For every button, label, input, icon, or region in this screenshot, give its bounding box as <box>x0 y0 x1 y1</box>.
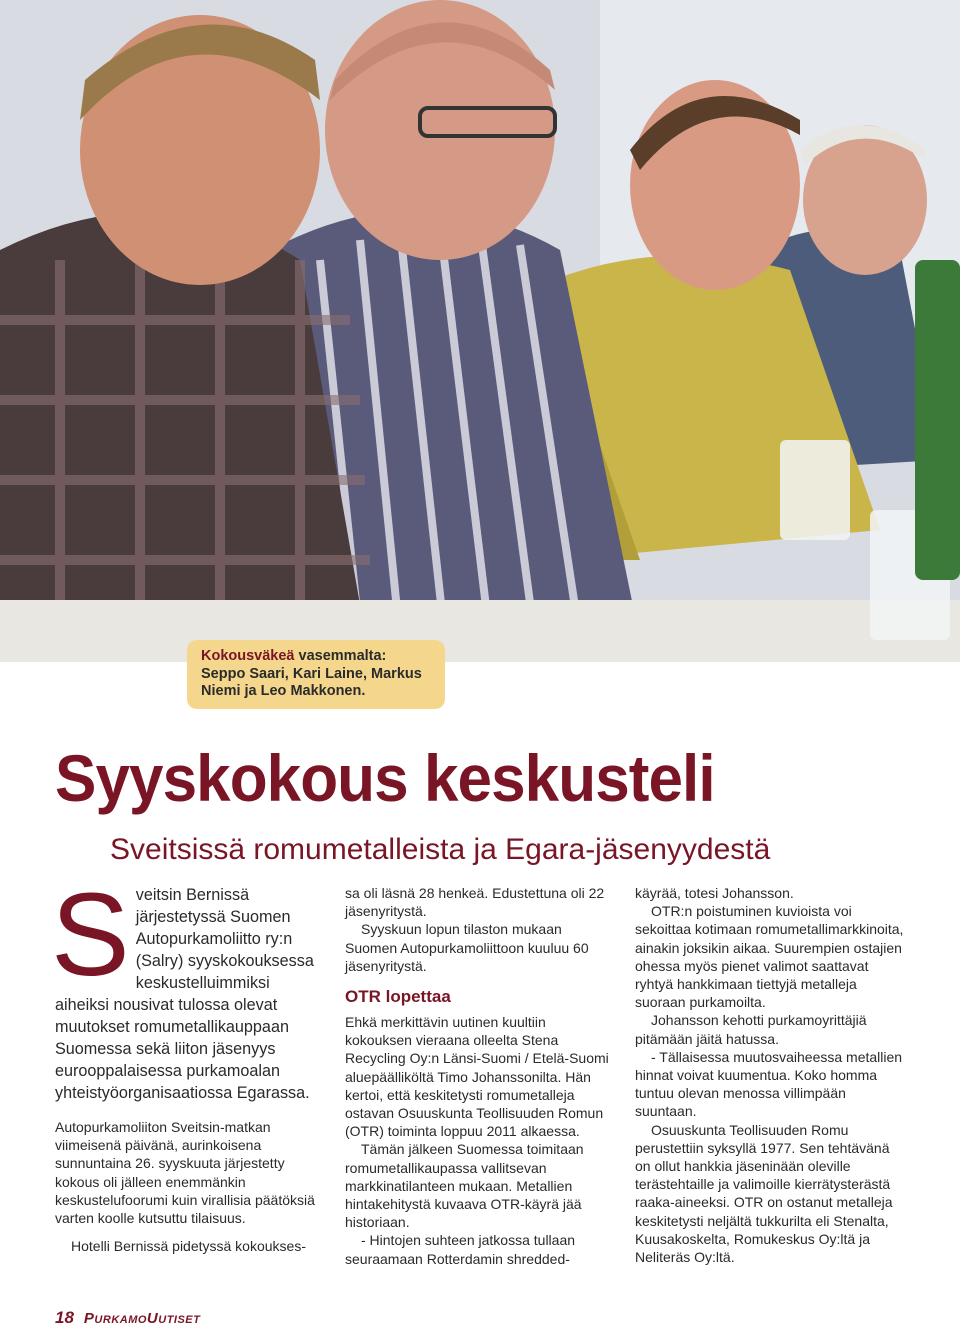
body-paragraph: Syyskuun lopun tilaston mukaan Suomen Autopurkamoliittoon kuuluu 60 jäsenyritystä. <box>345 921 589 974</box>
page-number: 18 <box>55 1308 74 1327</box>
body-paragraph: Tämän jälkeen Suomessa toimitaan romumetallikaupassa vallitsevan markkinatilanteen mukaan. Metallien hintakehitystä kuvaava OTR-käyrä jää historiaan. <box>345 1141 584 1231</box>
body-paragraph: käyrää, totesi Johansson. <box>635 885 794 901</box>
publication-name: PurkamoUutiset <box>83 1310 201 1327</box>
body-paragraph: Osuuskunta Teollisuuden Romu perustettiin syksyllä 1977. Sen tehtävänä on ollut hankkia jäseninään oleville terästehtaille ja valimoille kierrätysterästä raaka-aineeksi. OTR on ostanut metalleja keskitetysti neljältä tukkurilta eli Stenalta, Kuusakoskelta, Romukeskus Oy:ltä ja Neliteräs Oy:ltä. <box>635 1121 893 1266</box>
article-photo <box>0 0 960 662</box>
caption-text: vasemmalta: Seppo Saari, Kari Laine, Markus Niemi ja Leo Makkonen. <box>201 648 422 699</box>
section-heading: OTR lopettaa <box>345 987 451 1007</box>
body-paragraph: - Hintojen suhteen jatkossa tullaan seuraamaan Rotterdamin shredded- <box>345 1232 576 1267</box>
article-column-3 <box>635 884 905 1266</box>
caption-lead: Kokousväkeä <box>201 648 295 664</box>
body-paragraph: - Tällaisessa muutosvaiheessa metallien hinnat voivat kuumentua. Koko homma tuntuu olevan menossa villimpään suuntaan. <box>635 1048 903 1120</box>
lead-paragraph <box>51 869 325 1104</box>
article-title: Syyskokous keskusteli <box>55 741 715 815</box>
photo-illustration <box>0 0 960 662</box>
body-paragraph: Hotelli Bernissä pidetyssä kokoukses- <box>71 1238 306 1255</box>
article-column-1 <box>51 869 325 1255</box>
body-paragraph: Ehkä merkittävin uutinen kuultiin kokouksen vieraana olleelta Stena Recycling Oy:n Länsi-Suomi / Etelä-Suomi aluepäälliköltä Timo Johanssonilta. Hän kertoi, että keskitetysti romumetalleja ostavan Osuuskunta Teollisuuden Romun (OTR) toiminta loppuu 2011 alkaessa. <box>345 1014 609 1140</box>
body-paragraph: Johansson kehotti purkamoyrittäjiä pitämään jäitä hatussa. <box>635 1012 867 1047</box>
article-subtitle: Sveitsissä romumetalleista ja Egara-jäsenyydestä <box>110 833 771 866</box>
lead-text: veitsin Bernissä järjestetyssä Suomen Autopurkamoliitto ry:n (Salry) syyskokouksessa keskustelluimmiksi aiheiksi nousivat tulossa olevat muutokset romumetallikauppaan Suomessa sekä liiton jäsenyys eurooppalaisessa purkamoalan yhteistyöorganisaatiossa Egarassa. <box>55 886 314 1102</box>
photo-caption <box>187 640 445 709</box>
page-footer <box>55 1308 355 1332</box>
body-paragraph: sa oli läsnä 28 henkeä. Edustettuna oli 22 jäsenyritystä. <box>345 885 605 920</box>
drop-cap: S <box>51 869 130 1001</box>
body-paragraph: OTR:n poistuminen kuvioista voi sekoittaa kotimaan romumetallimarkkinoita, ainakin joksikin aikaa. Suurempien ostajien ohessa myös pienet valimot saattavat ryhtyä hankkimaan tiettyjä metalleja suoraan purkamoilta. <box>635 903 904 1011</box>
body-paragraph: Autopurkamoliiton Sveitsin-matkan viimeisenä päivänä, aurinkoisena sunnuntaina 26. syyskuuta järjestetty kokous oli jälleen enemmänkin keskustelufoorumi kuin virallisia päätöksiä varten koolle kutsuttu tilaisuus. <box>55 1119 315 1227</box>
article-column-2 <box>345 884 615 1268</box>
